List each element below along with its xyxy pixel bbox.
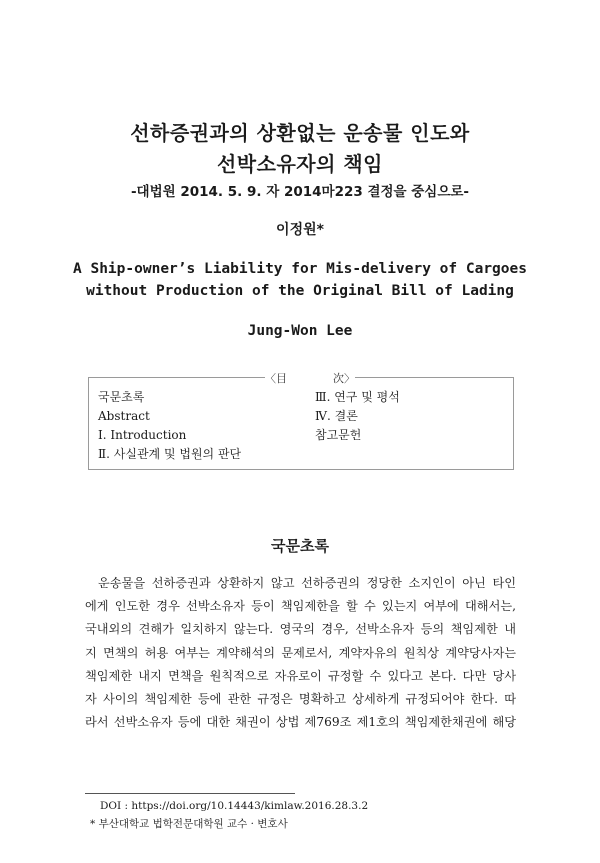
toc-label-left: 〈目 xyxy=(265,372,287,385)
toc-item: Ⅳ. 결론 xyxy=(315,409,358,423)
toc-item: Ⅲ. 연구 및 평석 xyxy=(315,390,400,404)
abstract-line: 국내외의 견해가 일치하지 않는다. 영국의 경우, 선박소유자 등의 책임제한 내 xyxy=(85,622,516,637)
toc-item: 참고문헌 xyxy=(315,428,362,442)
author-english: Jung-Won Lee xyxy=(247,323,353,339)
toc-item: Abstract xyxy=(98,409,150,423)
toc-right-column xyxy=(315,388,400,445)
abstract-line: 자 사이의 책임제한 등에 관한 규정은 명확하고 상세하게 규정되어야 한다. 따 xyxy=(85,692,516,707)
toc-item: Ⅱ. 사실관계 및 법원의 판단 xyxy=(98,447,242,461)
abstract-heading: 국문초록 xyxy=(271,537,329,555)
toc-left-column xyxy=(98,388,241,464)
abstract-line: 책임제한 내지 면책을 원칙적으로 자유로이 규정할 수 있다고 본다. 다만 당사 xyxy=(85,668,516,683)
abstract-line: 운송물을 선하증권과 상환하지 않고 선하증권의 정당한 소지인이 아닌 타인 xyxy=(98,576,516,590)
toc-item: 국문초록 xyxy=(98,390,145,404)
footnote-divider xyxy=(85,793,295,794)
abstract-line: 에게 인도한 경우 선박소유자 등이 책임제한을 할 수 있는지 여부에 대해서는, xyxy=(85,599,516,614)
toc-label xyxy=(265,370,355,386)
title-line-1: 선하증권과의 상환없는 운송물 인도와 xyxy=(130,121,470,145)
author-footnote: * 부산대학교 법학전문대학원 교수 · 변호사 xyxy=(90,818,288,830)
english-title-line-2: without Production of the Original Bill of Lading xyxy=(86,283,514,299)
abstract-line: 라서 선박소유자 등에 대한 채권이 상법 제769조 제1호의 책임제한채권에 해당 xyxy=(85,715,516,730)
toc-label-right: 次〉 xyxy=(333,372,355,385)
author-korean: 이정원* xyxy=(276,222,324,238)
abstract-line: 지 면책의 허용 여부는 계약해석의 문제로서, 계약자유의 원칙상 계약당사자는 xyxy=(85,645,516,660)
doi-footnote: DOI : https://doi.org/10.14443/kimlaw.2016.28.3.2 xyxy=(100,800,369,812)
toc-item: Ⅰ. Introduction xyxy=(98,428,187,442)
title-line-2: 선박소유자의 책임 xyxy=(216,152,384,176)
abstract-body xyxy=(85,572,516,734)
table-of-contents xyxy=(88,372,514,470)
subtitle: -대법원 2014. 5. 9. 자 2014마223 결정을 중심으로- xyxy=(130,184,470,200)
english-title-line-1: A Ship-owner’s Liability for Mis-delivery of Cargoes xyxy=(73,261,527,277)
